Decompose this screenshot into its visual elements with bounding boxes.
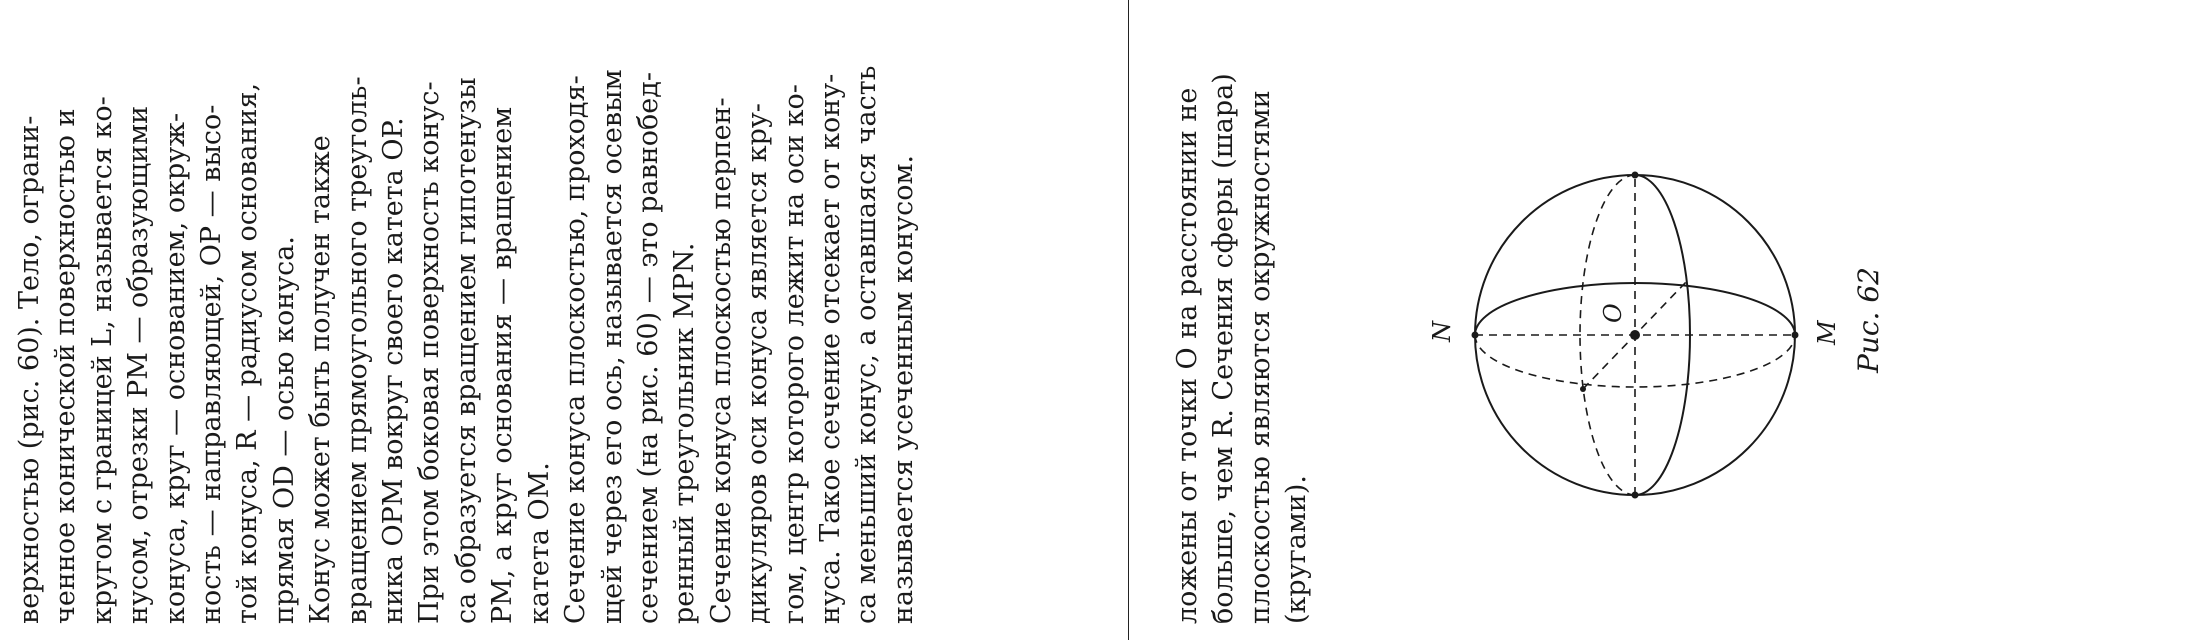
point-back	[1580, 386, 1586, 392]
left-column-line: кругом с границей L, называется ко-	[86, 96, 118, 624]
text-column-right	[1170, 24, 1316, 624]
point-north	[1472, 332, 1479, 339]
right-column-line: больше, чем R. Сечения сферы (шара)	[1208, 73, 1240, 624]
left-column-line: Сечение конуса плоскостью, проходя-	[560, 75, 592, 624]
left-column-line: са меньший конус, а оставшаяся часть	[851, 65, 883, 624]
point-south	[1792, 332, 1799, 339]
left-column-line: Конус может быть получен также	[305, 135, 337, 624]
text-column-left	[12, 24, 922, 624]
left-column-line: нуса. Такое сечение отсекает от кону-	[814, 73, 846, 624]
figure-caption: Рис. 62	[1852, 267, 1885, 373]
column-divider	[1128, 0, 1129, 640]
left-column-line: дикуляров оси конуса является кру-	[742, 103, 774, 624]
left-column-line: называется усеченным конусом.	[887, 154, 919, 624]
left-column-line: ренный треугольник MPN.	[669, 242, 701, 624]
left-column-line: гом, центр которого лежит на оси ко-	[778, 84, 810, 624]
left-column-line: Сечение конуса плоскостью перпен-	[705, 97, 737, 624]
label-north: N	[1428, 321, 1456, 342]
label-center: O	[1599, 303, 1627, 323]
left-column-line: вращением прямоугольного треуголь-	[341, 76, 373, 624]
left-column-line: При этом боковая поверхность конус-	[414, 81, 446, 624]
right-column-line: ложены от точки O на расстоянии не	[1172, 87, 1203, 624]
right-column-line: (кругами).	[1281, 475, 1313, 624]
right-column-line: плоскостью являются окружностями	[1244, 90, 1276, 624]
left-column-line: катета OM.	[523, 462, 555, 624]
left-column-line: щей через его ось, называется осевым	[596, 69, 628, 624]
left-column-line: PM, а круг основания — вращением	[487, 106, 519, 624]
left-column-line: са образуется вращением гипотенузы	[450, 77, 482, 624]
left-column-line: ченное конической поверхностью и	[50, 108, 82, 624]
left-column-line: той конуса, R — радиусом основания,	[232, 82, 264, 624]
point-left	[1632, 492, 1639, 499]
left-column-line: сечением (на рис. 60) — это равнобед-	[632, 71, 664, 624]
left-column-line: ность — направляющей, OP — высо-	[196, 104, 228, 624]
left-column-line: нусом, отрезки PM — образующими	[123, 105, 155, 624]
point-center	[1630, 330, 1640, 340]
label-south: M	[1813, 320, 1841, 345]
point-right	[1632, 172, 1639, 179]
left-column-line: ника OPM вокруг своего катета OP.	[378, 117, 410, 624]
left-column-line: прямая OD — осью конуса.	[268, 236, 300, 624]
left-column-line: верхностью (рис. 60). Тело, ограни-	[14, 115, 45, 624]
left-column-line: конуса, круг — основанием, окруж-	[159, 112, 191, 624]
sphere-figure	[1385, 85, 1885, 585]
